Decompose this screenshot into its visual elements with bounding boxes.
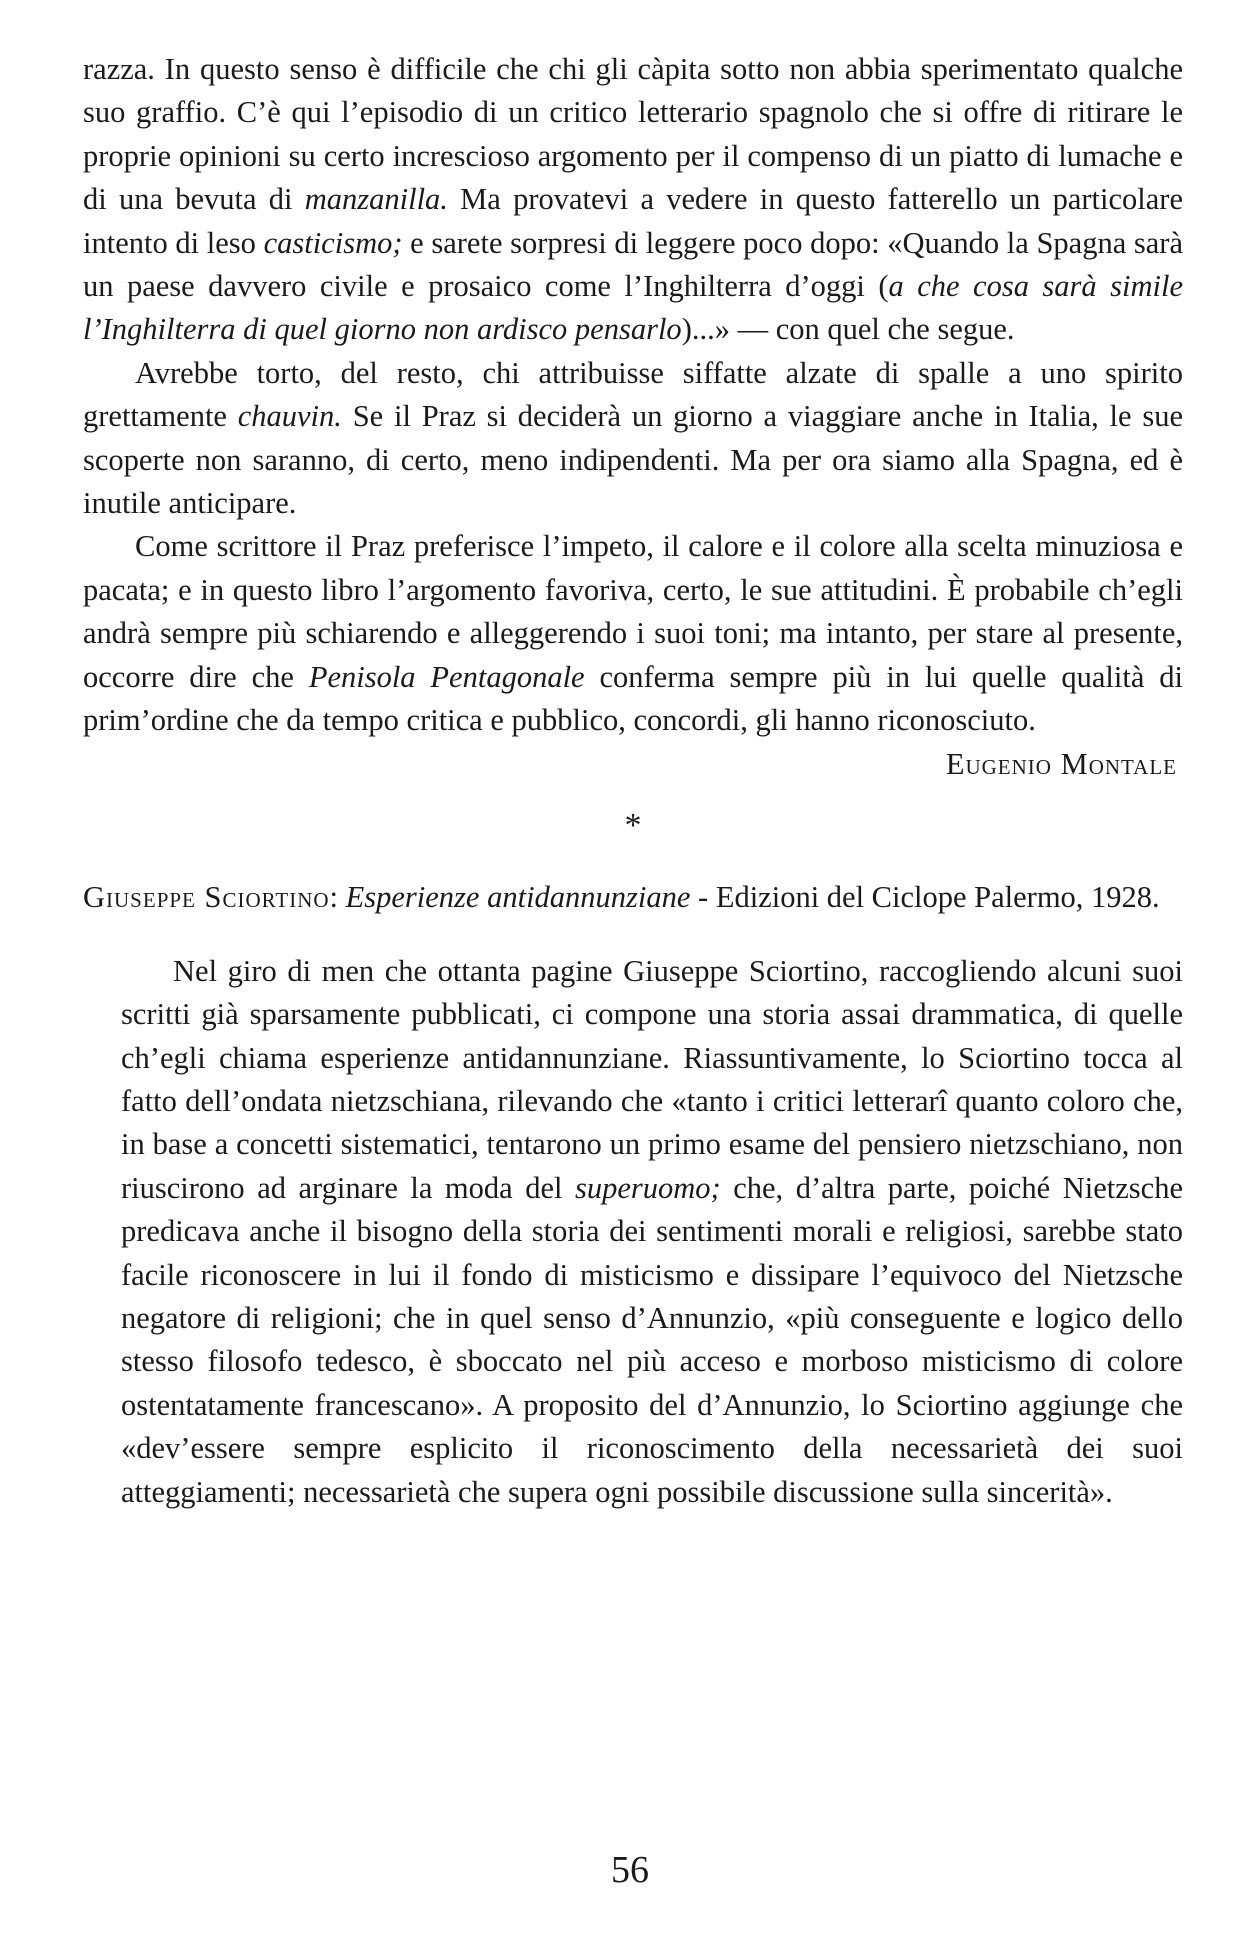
text-run: razza. In questo senso è difficile che chi gli càpita sotto non abbia sperimentato qualche suo graffio. C’è qui l’episodio di un critico letterario spagnolo che si offre di ritirare le proprie opinioni su certo increscioso argomento per il compenso di un piatto di lumache e di una bevuta di: [83, 52, 1183, 217]
paragraph-third: [83, 525, 1183, 742]
text-run: Se il Praz si deciderà un giorno a viaggiare anche in Italia, le sue scoperte non saranno, di certo, meno indipendenti. Ma per ora siamo alla Spagna, ed è inutile anticipare.: [83, 399, 1183, 521]
paragraph-continuation: [83, 48, 1183, 352]
page-body: [83, 48, 1183, 1514]
review-heading: [83, 876, 1183, 919]
author-signature: Eugenio Montale: [945, 746, 1177, 781]
review-author: Giuseppe Sciortino: [83, 879, 330, 914]
text-run: Nel giro di men che ottanta pagine Giuseppe Sciortino, raccogliendo alcuni suoi scritti già sparsamente pubblicati, ci compone una storia assai drammatica, di quelle ch’egli chiama esperienze antidannunziane. Riassuntivamente, lo Sciortino tocca al fatto dell’ondata nietzschiana, rilevando che «tanto i critici letterarî quanto coloro che, in base a concetti sistematici, tentarono un primo esame del pensiero nietzschiano, non riuscirono ad arginare la moda del: [121, 953, 1183, 1205]
italic-quote: a che cosa sarà simile l’Inghilterra di quel giorno non ardisco pensarlo: [83, 269, 1184, 347]
page-number: 56: [611, 1849, 649, 1891]
italic-term: chauvin.: [237, 399, 342, 434]
text-run: Ma provatevi a vedere in questo fatterello un particolare intento di leso: [83, 182, 1183, 260]
paragraph-second: [83, 352, 1183, 526]
text-run: che, d’altra parte, poiché Nietzsche predicava anche il bisogno della storia dei sentimenti morali e religiosi, sarebbe stato facile riconoscere in lui il fondo di misticismo e dissipare l’equivoco del Nietzsche negatore di religioni; che in quel senso d’Annunzio, «più conseguente e logico dello stesso filosofo tedesco, è sboccato nel più acceso e morboso misticismo di colore ostentatamente francescano». A proposito del d’Annunzio, lo Sciortino aggiunge che «dev’essere sempre esplicito il riconoscimento della necessarietà dei suoi atteggiamenti; necessarietà che supera ogni possibile discussione sulla sincerità».: [121, 1170, 1183, 1509]
review-body: [83, 950, 1183, 1514]
review-book-title: Esperienze antidannunziane: [345, 879, 691, 914]
text-run: )...» — con quel che segue.: [681, 312, 1015, 347]
text-run: Come scrittore il Praz preferisce l’impeto, il calore e il colore alla scelta minuziosa e pacata; e in questo libro l’argomento favoriva, certo, le sue attitudini. È probabile ch’egli andrà sempre più schiarendo e alleggerendo i suoi toni; ma intanto, per stare al presente, occorre dire che: [83, 529, 1183, 694]
italic-term: manzanilla.: [304, 182, 448, 217]
text-run: :: [329, 879, 346, 914]
italic-term: casticismo;: [263, 225, 403, 260]
italic-book-title: Penisola Pentagonale: [308, 659, 585, 694]
italic-term: superuomo;: [574, 1170, 721, 1205]
section-separator: *: [624, 806, 642, 844]
text-run: conferma sempre più in lui quelle qualità di prim’ordine che da tempo critica e pubblico, concordi, gli hanno riconosciuto.: [83, 659, 1183, 738]
text-run: e sarete sorpresi di leggere poco dopo: «Quando la Spagna sarà un paese davvero civile e prosaico come l’Inghilterra d’oggi (: [83, 225, 1183, 304]
review-publisher: - Edizioni del Ciclope Palermo, 1928.: [690, 879, 1160, 914]
text-run: Avrebbe torto, del resto, chi attribuisse siffatte alzate di spalle a uno spirito grettamente: [83, 355, 1183, 434]
